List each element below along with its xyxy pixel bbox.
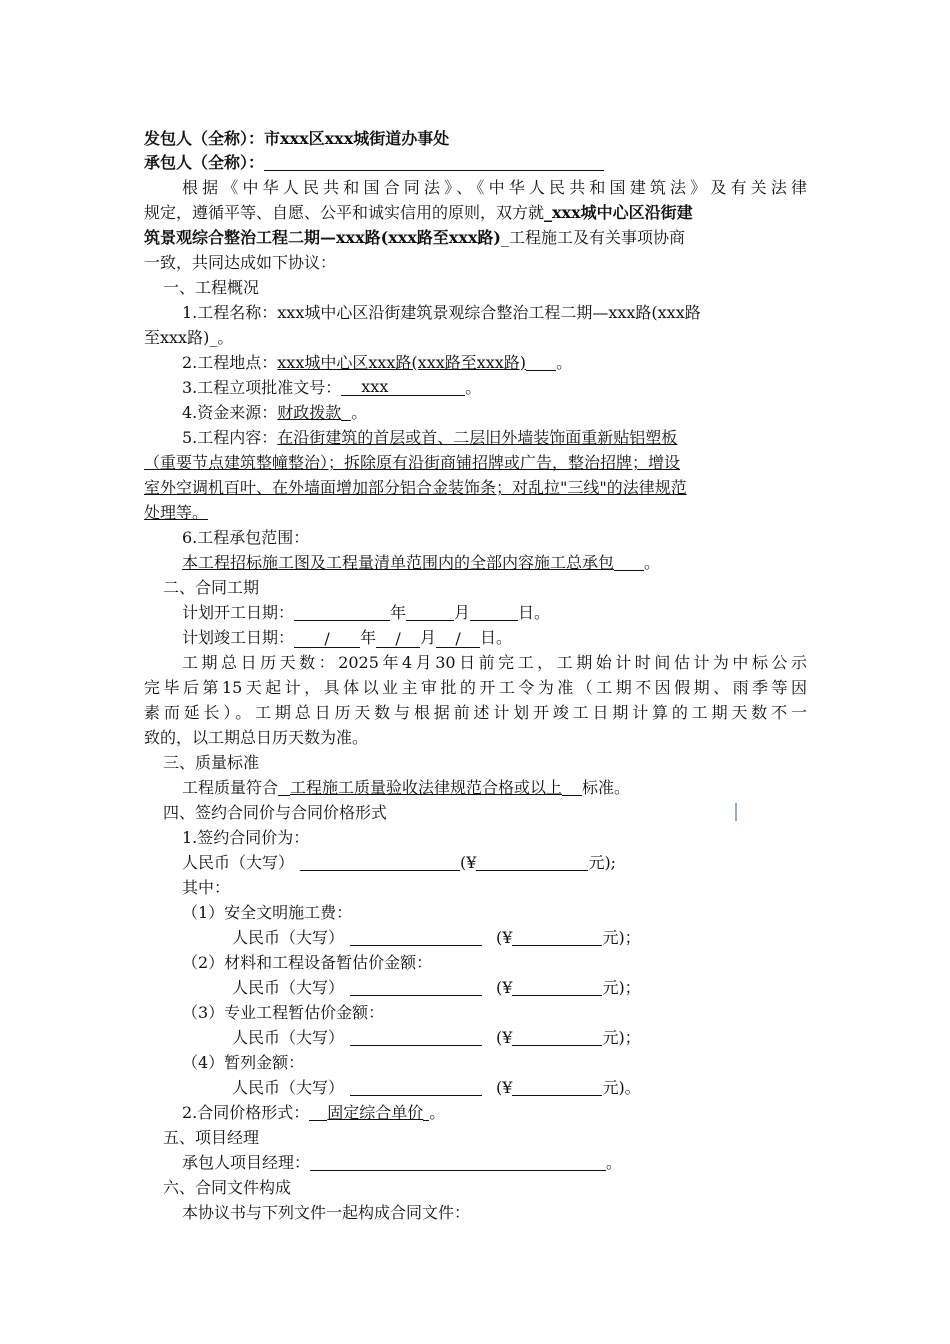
- duration-line-1: 工期总日历天数：2025年4月30日前完工，工期始计时间估计为中标公示: [182, 653, 807, 672]
- fund-label: 4.资金来源：: [182, 403, 278, 422]
- yen-open: (¥: [460, 853, 477, 872]
- content-label: 5.工程内容：: [182, 428, 278, 447]
- quality-blank-head: [278, 779, 290, 796]
- project-manager-field[interactable]: [310, 1154, 606, 1171]
- item-1-label: （1）安全文明施工费：: [182, 903, 353, 922]
- item-3-amount: [232, 1028, 641, 1048]
- item-1-amount: [232, 928, 641, 948]
- scope-blank-tail: [614, 554, 644, 571]
- content-value-1: 在沿街建筑的首层或首、二层旧外墙装饰面重新贴铝塑板: [277, 428, 678, 447]
- project-name-line-1: 1.工程名称：xxx城中心区沿街建筑景观综合整治工程二期—xxx路(xxx路: [182, 303, 701, 322]
- price-form-line: [182, 1103, 445, 1123]
- scope-period: 。: [644, 553, 661, 572]
- scope-value-line: [182, 553, 660, 573]
- section-6-title: 六、合同文件构成: [163, 1178, 292, 1197]
- finish-year-slash: /: [324, 629, 330, 648]
- intro-line-2-text: 规定，遵循平等、自愿、公平和诚实信用的原则，双方就: [144, 203, 545, 222]
- among-label: 其中：: [182, 878, 231, 897]
- rmb-label: 人民币（大写）: [232, 1078, 345, 1097]
- quality-suffix: 标准。: [582, 778, 631, 797]
- section-3-title: 三、质量标准: [163, 753, 260, 772]
- contract-price-label: 1.签约合同价为：: [182, 828, 310, 847]
- price-figure-field[interactable]: [476, 854, 588, 871]
- price-form-value: 固定综合单价: [327, 1103, 424, 1122]
- project-content-line-2: （重要节点建筑整幢整治）；拆除原有沿街商铺招牌或广告，整治招牌；增设: [144, 453, 681, 472]
- start-year-label: 年: [390, 603, 407, 622]
- approval-value: xxx: [361, 377, 389, 396]
- scope-value: 本工程招标施工图及工程量清单范围内的全部内容施工总承包: [182, 553, 615, 572]
- project-name-part2: 筑景观综合整治工程二期—xxx路(xxx路至xxx路): [144, 228, 501, 247]
- item-2-figure-field[interactable]: [512, 979, 602, 996]
- price-form-blank-head: [309, 1104, 327, 1121]
- item-4-words-field[interactable]: [350, 1079, 482, 1096]
- contract-price-line: [182, 853, 616, 873]
- employer-label: 发包人（全称）：: [144, 129, 265, 148]
- finish-month-label: 月: [420, 628, 437, 647]
- yuan-close: 元)；: [602, 978, 641, 997]
- scope-label: 6.工程承包范围：: [182, 528, 310, 547]
- quality-label: 工程质量符合: [182, 778, 279, 797]
- approval-period: 。: [465, 378, 482, 397]
- finish-month-slash: /: [395, 629, 401, 648]
- intro-line-4: 一致，共同达成如下协议：: [144, 253, 337, 272]
- quality-value: 工程施工质量验收法律规范合格或以上: [290, 778, 563, 797]
- contractor-blank[interactable]: [264, 154, 604, 171]
- contractor-line: [144, 153, 604, 173]
- project-location: [182, 353, 572, 373]
- item-4-amount: [232, 1078, 641, 1098]
- location-value: xxx城中心区xxx路(xxx路至xxx路): [277, 353, 527, 372]
- yen-open: (¥: [496, 928, 513, 947]
- section-5-title: 五、项目经理: [163, 1128, 260, 1147]
- yuan-close: 元)；: [602, 928, 641, 947]
- yuan-close: 元)。: [602, 1078, 641, 1097]
- section-2-title: 二、合同工期: [163, 578, 260, 597]
- item-4-figure-field[interactable]: [512, 1079, 602, 1096]
- project-name-part1: _xxx城中心区沿街建: [544, 203, 693, 222]
- yuan-close: 元)；: [602, 1028, 641, 1047]
- finish-day-slash: /: [455, 629, 461, 648]
- contract-docs-intro: 本协议书与下列文件一起构成合同文件：: [182, 1203, 471, 1222]
- rmb-label: 人民币（大写）: [232, 978, 345, 997]
- approval-label: 3.工程立项批准文号：: [182, 378, 342, 397]
- item-3-words-field[interactable]: [350, 1029, 482, 1046]
- start-month-field[interactable]: [406, 604, 454, 621]
- project-manager-label: 承包人项目经理：: [182, 1153, 311, 1172]
- rmb-label: 人民币（大写）: [182, 853, 295, 872]
- project-manager-period: 。: [606, 1153, 623, 1172]
- finish-month-field[interactable]: [376, 631, 420, 648]
- item-1-figure-field[interactable]: [512, 929, 602, 946]
- rmb-label: 人民币（大写）: [232, 928, 345, 947]
- finish-day-label: 日。: [480, 628, 513, 647]
- rmb-label: 人民币（大写）: [232, 1028, 345, 1047]
- start-month-label: 月: [454, 603, 471, 622]
- item-4-label: （4）暂列金额：: [182, 1053, 305, 1072]
- location-blank-tail: [526, 354, 556, 371]
- project-name-line-2: 至xxx路)_。: [144, 328, 234, 347]
- yuan-close: 元);: [588, 853, 617, 872]
- project-content-line-4: 处理等。: [144, 503, 209, 522]
- project-manager-line: [182, 1153, 622, 1173]
- item-2-label: （2）材料和工程设备暂估价金额：: [182, 953, 433, 972]
- approval-number: [182, 378, 481, 398]
- fund-value: 财政拨款: [277, 403, 342, 422]
- finish-label: 计划竣工日期：: [182, 628, 295, 647]
- finish-year-field[interactable]: [294, 631, 360, 648]
- intro-line-1: 根据《中华人民共和国合同法》、《中华人民共和国建筑法》及有关法律: [182, 178, 807, 197]
- employer-value: 市xxx区xxx城街道办事处: [264, 129, 450, 148]
- planned-start-date: [182, 603, 550, 623]
- item-3-label: （3）专业工程暂估价金额：: [182, 1003, 385, 1022]
- duration-line-2: 完毕后第15天起计，具体以业主审批的开工令为准（工期不因假期、雨季等因: [144, 678, 807, 697]
- intro-line-2: [144, 203, 693, 223]
- start-day-label: 日。: [518, 603, 551, 622]
- item-2-amount: [232, 978, 641, 998]
- quality-standard: [182, 778, 630, 798]
- finish-day-field[interactable]: [436, 631, 480, 648]
- price-form-period: 。: [429, 1103, 446, 1122]
- finish-year-label: 年: [360, 628, 377, 647]
- yen-open: (¥: [496, 1078, 513, 1097]
- fund-blank-tail: [341, 404, 351, 421]
- intro-line-3-text: _工程施工及有关事项协商: [501, 228, 686, 247]
- location-label: 2.工程地点：: [182, 353, 278, 372]
- yen-open: (¥: [496, 1028, 513, 1047]
- duration-line-3: 素而延长）。工期总日历天数与根据前述计划开竣工日期计算的工期天数不一: [144, 703, 807, 722]
- item-1-words-field[interactable]: [350, 929, 482, 946]
- text-cursor: [735, 803, 737, 821]
- section-1-title: 一、工程概况: [163, 278, 260, 297]
- start-label: 计划开工日期：: [182, 603, 295, 622]
- item-3-figure-field[interactable]: [512, 1029, 602, 1046]
- fund-source: [182, 403, 367, 423]
- planned-finish-date: [182, 628, 512, 648]
- section-4-title: 四、签约合同价与合同价格形式: [163, 803, 388, 822]
- duration-line-4: 致的，以工期总日历天数为准。: [144, 728, 369, 747]
- employer-line: [144, 129, 449, 149]
- price-form-label: 2.合同价格形式：: [182, 1103, 310, 1122]
- contractor-label: 承包人（全称）：: [144, 153, 265, 172]
- item-2-words-field[interactable]: [350, 979, 482, 996]
- start-year-field[interactable]: [294, 604, 390, 621]
- fund-period: 。: [351, 403, 368, 422]
- project-content-line-3: 室外空调机百叶、在外墙面增加部分铝合金装饰条；对乱拉"三线"的法律规范: [144, 478, 687, 497]
- price-words-field[interactable]: [300, 854, 460, 871]
- quality-blank-tail: [562, 779, 582, 796]
- approval-field[interactable]: [341, 379, 465, 396]
- intro-line-3: [144, 228, 685, 248]
- yen-open: (¥: [496, 978, 513, 997]
- project-content-line-1: [182, 428, 677, 448]
- location-period: 。: [556, 353, 573, 372]
- start-day-field[interactable]: [470, 604, 518, 621]
